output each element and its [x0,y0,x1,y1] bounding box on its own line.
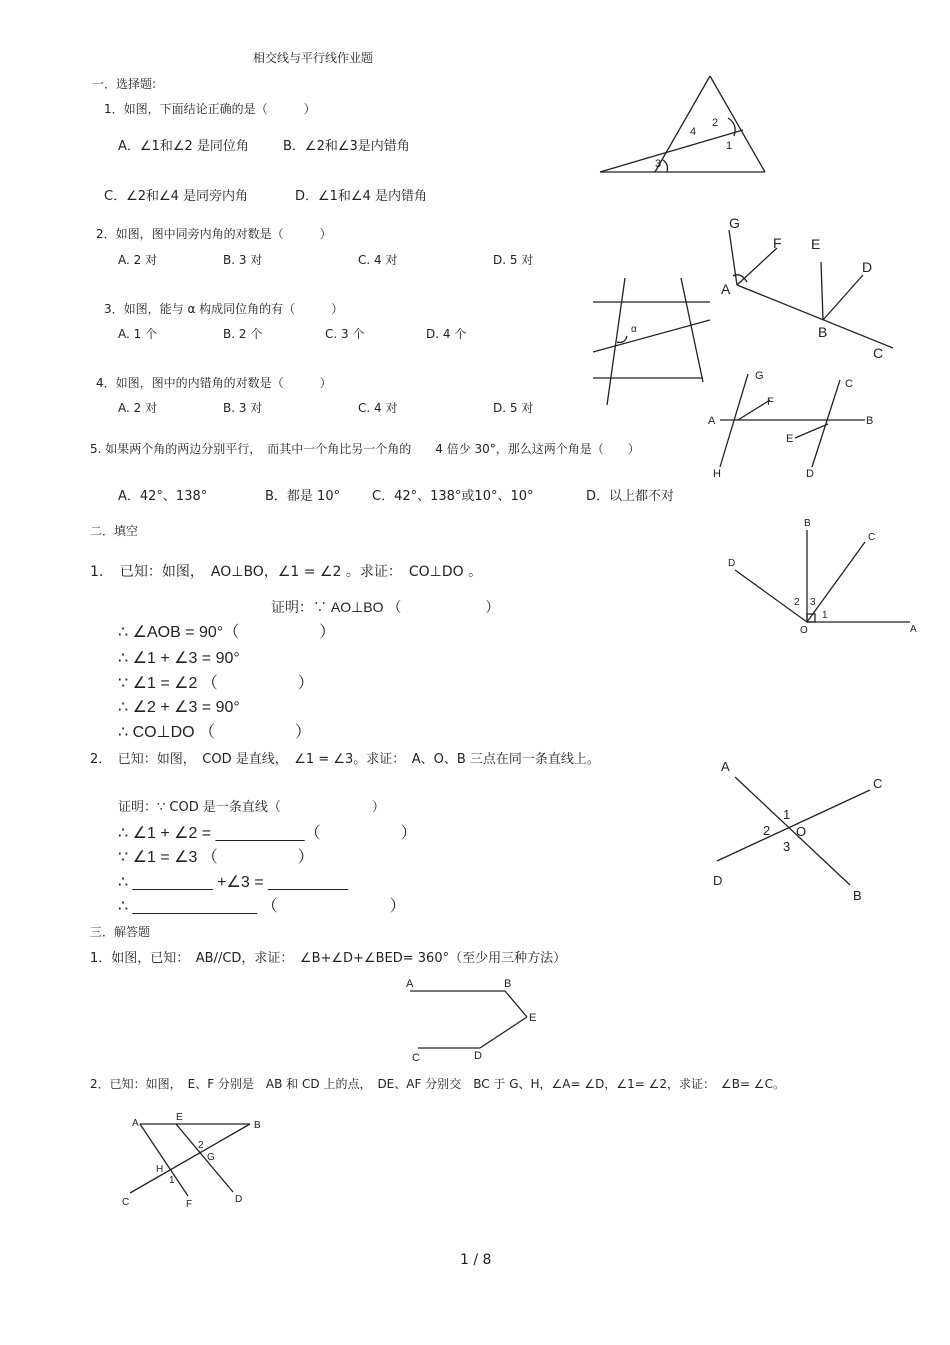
q5-stem: 5. 如果两个角的两边分别平行， 而其中一个角比另一个角的 4 倍少 30°，那么这两个角是（ ） [90,442,640,456]
q3-stem: 3．如图，能与 α 构成同位角的有（ ） [104,302,344,316]
q2-option: A. 2 对 [118,253,158,267]
fig6-label: D [713,873,723,888]
fig7-label: A [406,978,414,990]
fig5-label: D [728,558,736,569]
fill1-proof-line: 证明：∵ AO⊥BO （ ） [271,599,500,615]
fig1-label: 1 [726,140,733,152]
q1-option-c: C．∠2和∠4 是同旁内角 [104,189,249,204]
fill2-proof-line: ∴ ______________ （ ） [118,898,406,915]
fig5-label: 1 [822,610,828,621]
fig5-label: 2 [794,597,800,608]
fig2-label: G [729,215,740,231]
fig6-label: B [853,888,862,903]
fig1-label: 2 [712,117,719,129]
fig6-label: 2 [763,823,771,838]
figure-ab-cd-e [400,975,550,1067]
fill2-given: 2． 已知：如图， COD 是直线， ∠1 = ∠3。求证： A、O、B 三点在同一条直线上。 [90,752,600,767]
fig6-label: O [796,824,807,839]
fig2-label: B [818,324,828,340]
fig4-label: A [708,415,716,427]
fig5-label: 3 [810,597,816,608]
fig8-label: 1 [169,1175,175,1186]
fig1-label: 3 [655,158,662,170]
fig6-label: 3 [783,839,791,854]
q5-option-c: C．42°、138°或10°、10° [372,489,534,504]
fig2-label: D [862,259,873,275]
fill2-proof-line: 证明：∵ COD 是一条直线（ ） [118,800,385,815]
fill2-proof-line: ∴ ∠1 + ∠2 = __________（ ） [118,825,417,842]
fig4-label: C [845,378,853,390]
q5-option-d: D．以上都不对 [586,489,675,504]
q2-option: B. 3 对 [223,253,263,267]
fig6-label: C [873,776,883,791]
q4-option: B. 3 对 [223,401,263,415]
fig8-label: F [186,1199,193,1210]
q3-option: C. 3 个 [325,327,365,341]
page-title: 相交线与平行线作业题 [253,51,374,65]
fig2-label: A [721,281,731,297]
fig8-label: C [122,1197,130,1208]
fig8-label: G [207,1152,215,1163]
fig7-label: E [529,1012,537,1024]
fig6-label: A [721,759,730,774]
fig5-label: A [910,624,917,635]
fill1-proof-line: ∴ ∠2 + ∠3 = 90° [118,699,240,716]
fill1-proof-line: ∴ CO⊥DO （ ） [118,724,312,741]
q1-option-a: A．∠1和∠2 是同位角 [118,139,249,154]
fig8-label: H [156,1164,164,1175]
q1-option-b: B．∠2和∠3是内错角 [283,139,410,154]
fig4-label: H [713,468,721,480]
fill1-given: 1． 已知：如图， AO⊥BO，∠1 = ∠2 。求证： CO⊥DO 。 [90,564,483,580]
q4-option: C. 4 对 [358,401,398,415]
fill1-proof-line: ∴ ∠AOB = 90°（ ） [118,624,336,641]
q2-stem: 2．如图，图中同旁内角的对数是（ ） [96,227,332,241]
q1-stem: 1．如图，下面结论正确的是（ ） [104,102,316,116]
figure-perpendicular-o [720,512,925,637]
q3-option: A. 1 个 [118,327,158,341]
fig3-alpha-label: α [631,324,637,335]
fig1-label: 4 [690,126,697,138]
fig8-label: D [235,1194,243,1205]
fig5-label: O [800,625,808,636]
q1-option-d: D．∠1和∠4 是内错角 [295,189,427,204]
figure-cod-line [705,755,895,905]
fig2-label: C [873,345,884,360]
fig4-label: E [786,433,794,445]
fig8-label: B [254,1120,261,1131]
fig5-label: B [804,518,811,529]
fig2-label: F [773,235,782,251]
fill1-proof-line: ∴ ∠1 + ∠3 = 90° [118,650,240,667]
q4-stem: 4．如图，图中的内错角的对数是（ ） [96,376,332,390]
fig2-label: E [811,236,821,252]
figure-triangle [595,72,770,177]
fig4-label: B [866,415,874,427]
fig7-label: C [412,1052,420,1064]
fig7-label: D [474,1050,482,1062]
q5-option-a: A．42°、138° [118,489,208,504]
q5-option-b: B．都是 10° [265,489,341,504]
fig4-label: D [806,468,814,480]
q2-option: C. 4 对 [358,253,398,267]
q4-option: A. 2 对 [118,401,158,415]
section-heading-fill: 二．填空 [90,524,139,538]
fig8-label: E [176,1112,183,1123]
figure-efgh [118,1108,273,1213]
figure-lines-ab [715,210,900,360]
q4-option: D. 5 对 [493,401,534,415]
q3-option: B. 2 个 [223,327,263,341]
q2-option: D. 5 对 [493,253,534,267]
page-number: 1 / 8 [460,1252,492,1268]
fig7-label: B [504,978,512,990]
fig4-label: F [767,396,774,408]
fig8-label: A [132,1118,139,1129]
fig5-label: C [868,532,876,543]
answer2-text: 2．已知：如图， E、F 分别是 AB 和 CD 上的点， DE、AF 分别交 BC 于 G、H，∠A= ∠D，∠1= ∠2，求证： ∠B= ∠C。 [90,1077,786,1091]
q3-option: D. 4 个 [426,327,467,341]
section-heading-choice: 一．选择题: [92,77,157,91]
answer1-text: 1．如图，已知： AB//CD，求证： ∠B+∠D+∠BED= 360°（至少用三种方法） [90,951,567,966]
fig6-label: 1 [783,807,791,822]
fill2-proof-line: ∵ ∠1 = ∠3 （ ） [118,849,314,866]
fill2-proof-line: ∴ _________ +∠3 = _________ [118,874,349,891]
figure-transversals [700,362,885,482]
fig8-label: 2 [198,1140,204,1151]
section-heading-answer: 三．解答题 [90,925,151,939]
fig4-label: G [755,370,764,382]
fill1-proof-line: ∵ ∠1 = ∠2 （ ） [118,675,314,692]
